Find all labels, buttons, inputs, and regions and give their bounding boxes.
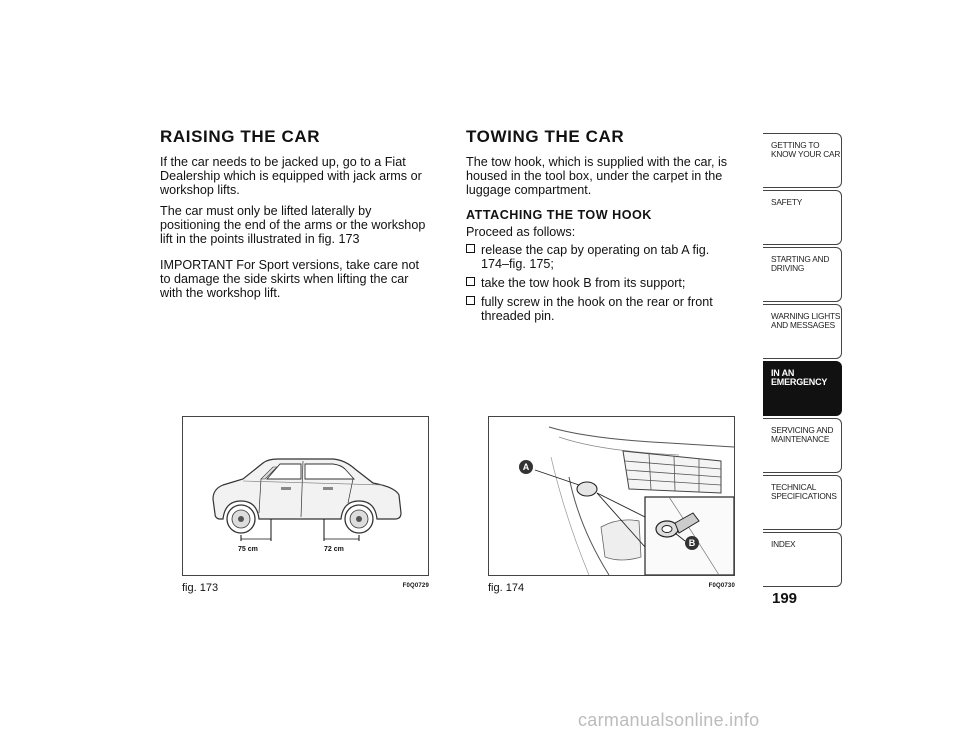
watermark: carmanualsonline.info	[578, 710, 760, 730]
figure-caption: fig. 174	[488, 582, 525, 594]
chapter-tabs	[763, 133, 842, 589]
towing-lead: Proceed as follows:	[466, 225, 576, 239]
tab-warning-lights-and-messages[interactable]: WARNING LIGHTS AND MESSAGES	[763, 304, 842, 359]
raising-paragraph-2: The car must only be lifted laterally by positioning the end of the arms or the workshop lift in the points illustrated in fig. 173	[160, 204, 426, 246]
figure-173-caption-row	[182, 582, 429, 594]
list-item	[466, 295, 738, 323]
raising-title: RAISING THE CAR	[160, 127, 321, 146]
dimension-label-rear: 72 cm	[324, 546, 344, 553]
tow-hook-illustration	[489, 417, 734, 575]
tab-servicing-and-maintenance[interactable]: SERVICING AND MAINTENANCE	[763, 418, 842, 473]
towing-section	[466, 128, 738, 328]
checkbox-bullet-icon	[466, 296, 475, 305]
step-text: take the tow hook B from its support;	[481, 276, 686, 290]
towing-steps	[466, 243, 738, 323]
checkbox-bullet-icon	[466, 277, 475, 286]
checkbox-bullet-icon	[466, 244, 475, 253]
tab-index[interactable]: INDEX	[763, 532, 842, 587]
step-text: fully screw in the hook on the rear or front threaded pin.	[481, 295, 713, 323]
figure-173	[182, 416, 429, 576]
figure-code: F0Q0729	[402, 583, 429, 589]
tow-hook-subtitle: ATTACHING THE TOW HOOK	[466, 208, 652, 222]
raising-paragraph-1: If the car needs to be jacked up, go to a Fiat Dealership which is equipped with jack arms or workshop lifts.	[160, 155, 422, 197]
list-item	[466, 276, 738, 290]
towing-intro: The tow hook, which is supplied with the car, is housed in the tool box, under the carpet in the luggage compartment.	[466, 155, 728, 197]
raising-section	[160, 128, 432, 307]
car-lift-points-illustration	[183, 417, 428, 575]
tab-getting-to-know-your-car[interactable]: GETTING TO KNOW YOUR CAR	[763, 133, 842, 188]
figure-174-caption-row	[488, 582, 735, 594]
step-text: release the cap by operating on tab A fig. 174–fig. 175;	[481, 243, 710, 271]
label-a: A	[522, 462, 530, 472]
page-number: 199	[772, 590, 798, 607]
tab-starting-and-driving[interactable]: STARTING AND DRIVING	[763, 247, 842, 302]
tab-technical-specifications[interactable]: TECHNICAL SPECIFICATIONS	[763, 475, 842, 530]
tab-in-an-emergency[interactable]: IN AN EMERGENCY	[763, 361, 842, 416]
figure-174	[488, 416, 735, 576]
label-b: B	[688, 538, 696, 548]
dimension-label-front: 75 cm	[238, 546, 258, 553]
list-item	[466, 243, 738, 271]
figure-caption: fig. 173	[182, 582, 219, 594]
tab-safety[interactable]: SAFETY	[763, 190, 842, 245]
figure-code: F0Q0730	[708, 583, 735, 589]
raising-paragraph-3: IMPORTANT For Sport versions, take care not to damage the side skirts when lifting the car with the workshop lift.	[160, 258, 419, 300]
towing-title: TOWING THE CAR	[466, 127, 625, 146]
